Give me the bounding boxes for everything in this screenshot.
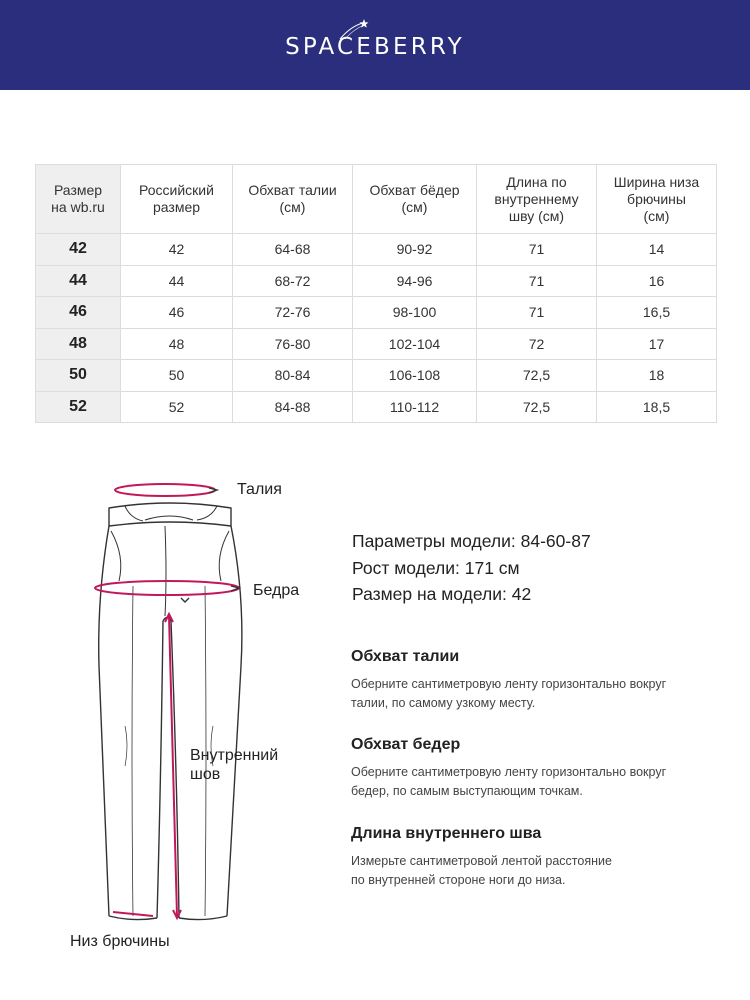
- table-cell: 71: [477, 265, 597, 297]
- table-cell: 68-72: [233, 265, 353, 297]
- table-cell: 110-112: [353, 391, 477, 423]
- table-row: [36, 360, 717, 392]
- column-header: Российский размер: [121, 165, 233, 234]
- table-cell: 80-84: [233, 360, 353, 392]
- table-row: [36, 234, 717, 266]
- model-size: Размер на модели: 42: [352, 584, 532, 604]
- table-cell: 94-96: [353, 265, 477, 297]
- table-header-row: [36, 165, 717, 234]
- table-cell: 106-108: [353, 360, 477, 392]
- section-title: Обхват бедер: [351, 736, 461, 753]
- table-cell: 18: [597, 360, 717, 392]
- measurement-marks: [95, 484, 239, 918]
- column-header: Обхват бёдер (см): [353, 165, 477, 234]
- section-title: Длина внутреннего шва: [351, 825, 542, 842]
- table-cell: 72,5: [477, 391, 597, 423]
- inseam-instruction: [351, 825, 721, 890]
- table-cell: 102-104: [353, 328, 477, 360]
- waist-instruction: [351, 648, 721, 713]
- size-cell: 44: [36, 265, 121, 297]
- table-cell: 42: [121, 234, 233, 266]
- table-cell: 18,5: [597, 391, 717, 423]
- table-cell: 90-92: [353, 234, 477, 266]
- hips-label: Бедра: [253, 582, 300, 599]
- hem-label: Низ брючины: [70, 933, 170, 950]
- table-cell: 16: [597, 265, 717, 297]
- table-cell: 72,5: [477, 360, 597, 392]
- table-cell: 64-68: [233, 234, 353, 266]
- table-row: [36, 328, 717, 360]
- column-header: Обхват талии (см): [233, 165, 353, 234]
- section-desc: Оберните сантиметровую ленту горизонтально вокруг талии, по самому узкому месту.: [351, 677, 667, 710]
- section-desc: Измерьте сантиметровой лентой расстояние по внутренней стороне ноги до низа.: [351, 854, 612, 887]
- table-cell: 52: [121, 391, 233, 423]
- table-cell: 71: [477, 234, 597, 266]
- table-cell: 72-76: [233, 297, 353, 329]
- waist-label: Талия: [237, 481, 282, 498]
- table-cell: 72: [477, 328, 597, 360]
- brand-logo-text: SPACEBERRY: [285, 34, 465, 60]
- size-cell: 48: [36, 328, 121, 360]
- table-cell: 84-88: [233, 391, 353, 423]
- table-row: [36, 297, 717, 329]
- size-chart-table: [35, 164, 717, 423]
- table-cell: 46: [121, 297, 233, 329]
- model-params: [352, 528, 591, 608]
- size-cell: 42: [36, 234, 121, 266]
- model-height: Рост модели: 171 см: [352, 557, 520, 578]
- table-cell: 44: [121, 265, 233, 297]
- section-desc: Оберните сантиметровую ленту горизонтально вокруг бедер, по самым выступающим точкам.: [351, 765, 667, 798]
- pants-measurement-diagram: [85, 476, 255, 936]
- pants-outline: [99, 503, 242, 920]
- section-title: Обхват талии: [351, 648, 460, 665]
- table-row: [36, 391, 717, 423]
- column-header: Ширина низа брючины (см): [597, 165, 717, 234]
- table-cell: 14: [597, 234, 717, 266]
- table-cell: 71: [477, 297, 597, 329]
- column-header: Длина по внутреннему шву (см): [477, 165, 597, 234]
- hips-instruction: [351, 736, 721, 801]
- size-cell: 50: [36, 360, 121, 392]
- table-row: [36, 265, 717, 297]
- table-cell: 48: [121, 328, 233, 360]
- size-cell: 52: [36, 391, 121, 423]
- table-cell: 16,5: [597, 297, 717, 329]
- model-measurements: Параметры модели: 84-60-87: [352, 531, 591, 551]
- table-cell: 17: [597, 328, 717, 360]
- table-cell: 76-80: [233, 328, 353, 360]
- table-cell: 98-100: [353, 297, 477, 329]
- column-header: Размер на wb.ru: [36, 165, 121, 234]
- table-cell: 50: [121, 360, 233, 392]
- size-cell: 46: [36, 297, 121, 329]
- inseam-label: Внутренний шов: [190, 747, 279, 783]
- brand-header: [0, 0, 750, 90]
